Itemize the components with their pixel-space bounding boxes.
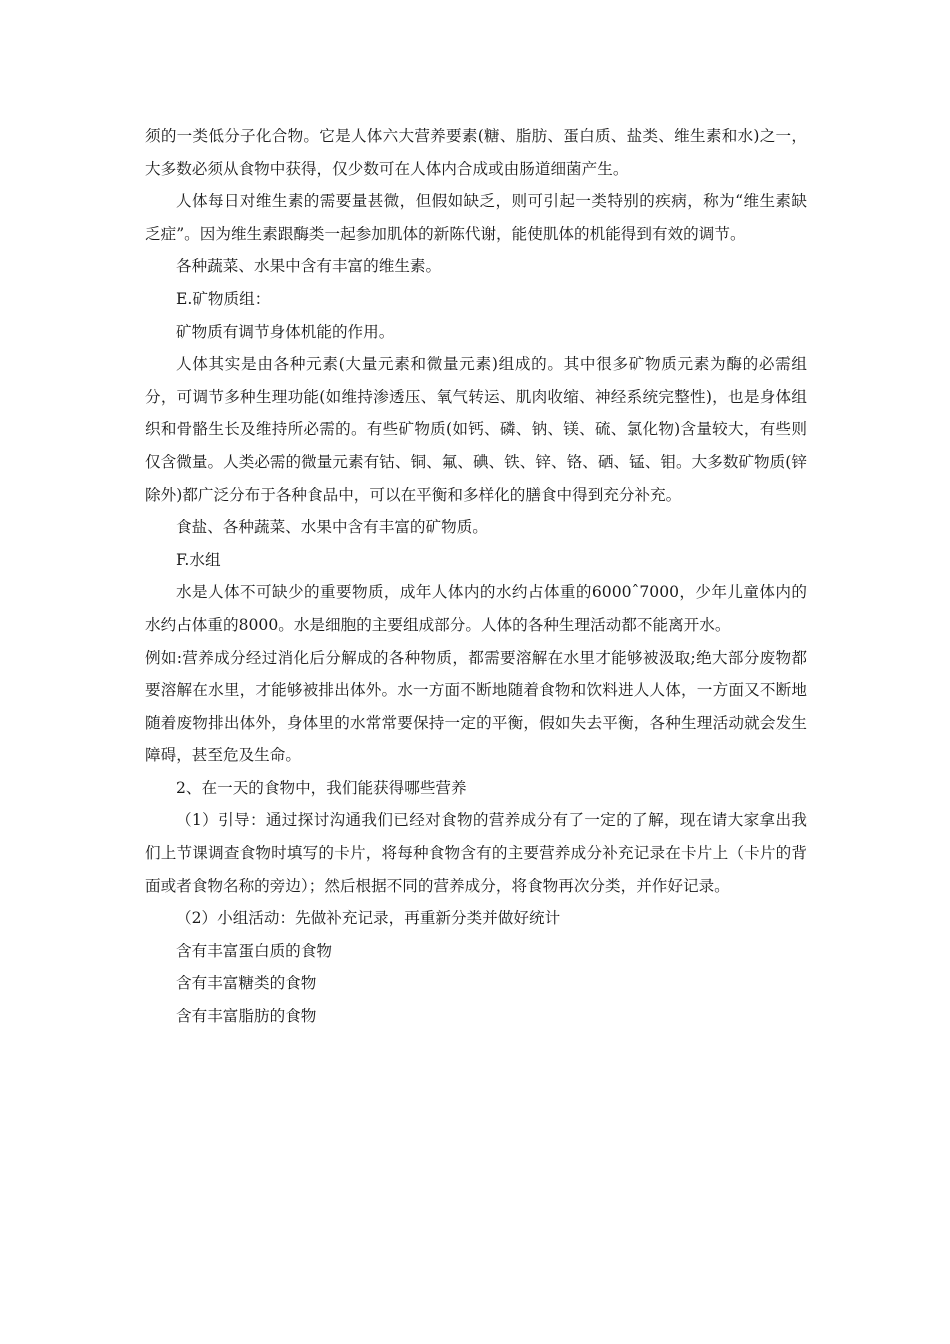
paragraph-water-importance: 水是人体不可缺少的重要物质，成年人体内的水约占体重的6000ˆ7000，少年儿童体内的水约占体重的8000。水是细胞的主要组成部分。人体的各种生理活动都不能离开水。 — [145, 583, 807, 634]
paragraph-water-examples: 例如:营养成分经过消化后分解成的各种物质，都需要溶解在水里才能够被汲取;绝大部分废物都要溶解在水里，才能够被排出体外。水一方面不断地随着食物和饮料进人人体，一方面又不断地随着废物排出体外，身体里的水常常要保持一定的平衡，假如失去平衡，各种生理活动就会发生障碍，甚至危及生命。 — [145, 648, 807, 765]
heading-daily-nutrition: 2、在一天的食物中，我们能获得哪些营养 — [176, 778, 467, 797]
paragraph-mineral-elements: 人体其实是由各种元素(大量元素和微量元素)组成的。其中很多矿物质元素为酶的必需组分，可调节多种生理功能(如维持渗透压、氧气转运、肌肉收缩、神经系统完整性)，也是身体组织和骨骼生长及维持所必需的。有些矿物质(如钙、磷、钠、镁、硫、氯化物)含量较大，有些则仅含微量。人类必需的微量元素有钴、铜、氟、碘、铁、锌、铬、硒、锰、钼。大多数矿物质(锌除外)都广泛分布于各种食品中，可以在平衡和多样化的膳食中得到充分补充。 — [145, 355, 807, 504]
heading-mineral-group: E.矿物质组： — [176, 289, 271, 308]
paragraph-vitamin-definition: 须的一类低分子化合物。它是人体六大营养要素(糖、脂肪、蛋白质、盐类、维生素和水)之一，大多数必须从食物中获得，仅少数可在人体内合成或由肠道细菌产生。 — [145, 127, 807, 178]
paragraph-mineral-sources: 食盐、各种蔬菜、水果中含有丰富的矿物质。 — [176, 518, 488, 537]
list-item-fat-foods: 含有丰富脂肪的食物 — [176, 1007, 317, 1026]
paragraph-guidance: （1）引导：通过探讨沟通我们已经对食物的营养成分有了一定的了解，现在请大家拿出我们上节课调查食物时填写的卡片，将每种食物含有的主要营养成分补充记录在卡片上（卡片的背面或者食物名称的旁边）；然后根据不同的营养成分，将食物再次分类，并作好记录。 — [145, 811, 807, 895]
heading-water-group: F.水组 — [176, 550, 221, 569]
list-item-sugar-foods: 含有丰富糖类的食物 — [176, 974, 317, 993]
paragraph-vitamin-deficiency: 人体每日对维生素的需要量甚微，但假如缺乏，则可引起一类特别的疾病，称为“维生素缺乏症”。因为维生素跟酶类一起参加肌体的新陈代谢，能使肌体的机能得到有效的调节。 — [145, 192, 807, 243]
list-item-protein-foods: 含有丰富蛋白质的食物 — [176, 941, 332, 960]
document-page — [145, 120, 807, 1033]
paragraph-mineral-function: 矿物质有调节身体机能的作用。 — [176, 322, 395, 341]
paragraph-group-activity: （2）小组活动：先做补充记录，再重新分类并做好统计 — [176, 909, 561, 928]
paragraph-vitamin-sources: 各种蔬菜、水果中含有丰富的维生素。 — [176, 257, 442, 276]
